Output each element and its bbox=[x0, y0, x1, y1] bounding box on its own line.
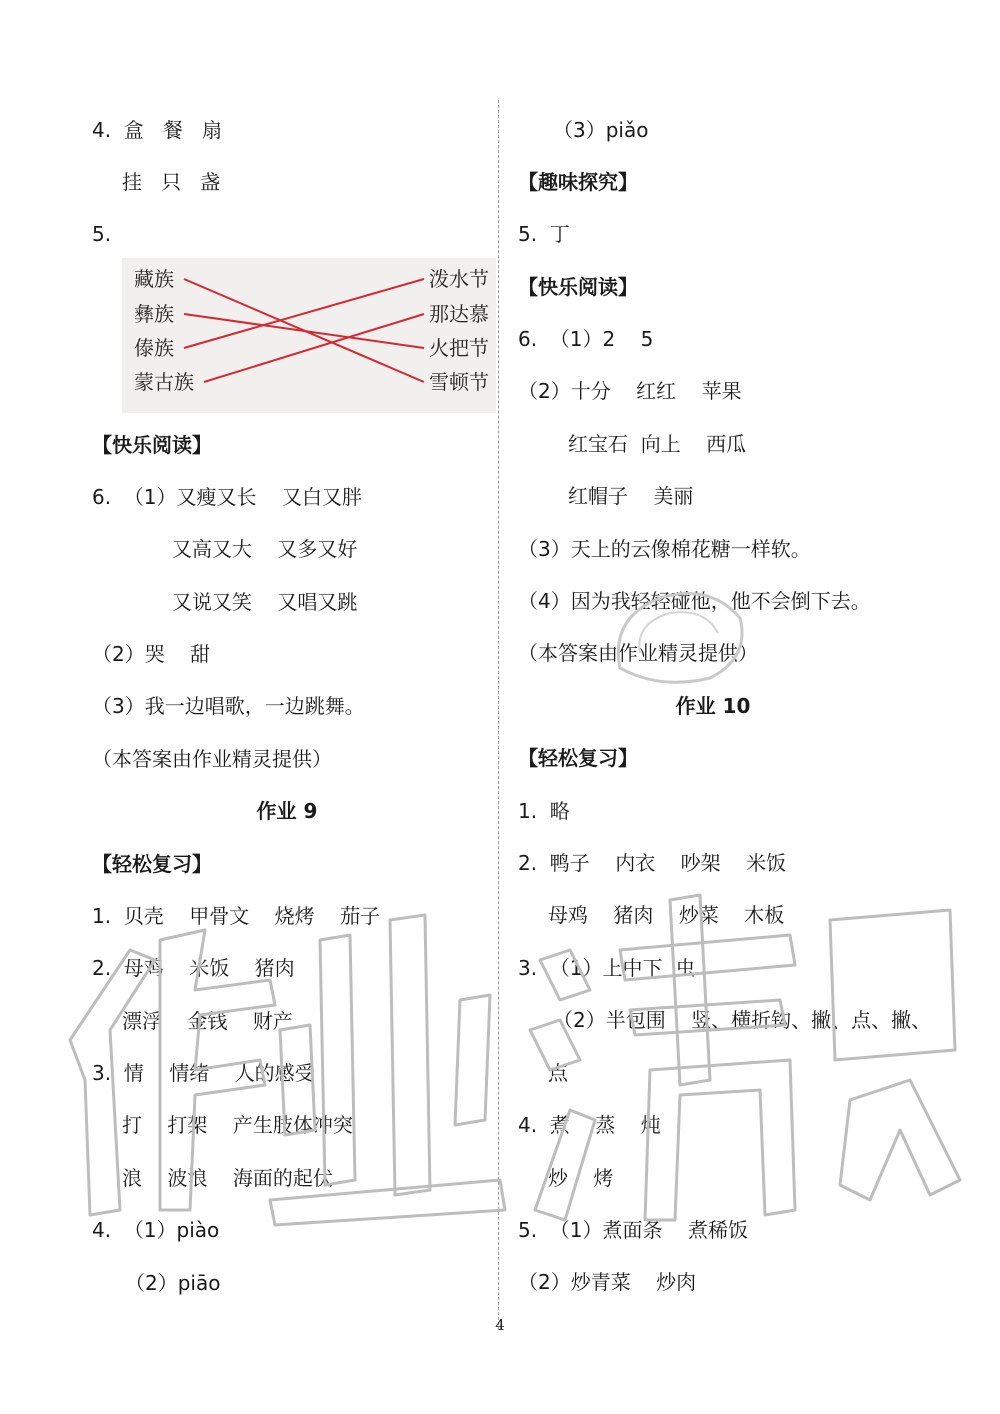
right-review-2: 2. 鸭子 内衣 吵架 米饭 bbox=[518, 851, 787, 875]
right-line-4-3: （3）piǎo bbox=[553, 118, 649, 142]
left-review-1: 1. 贝壳 甲骨文 烧烤 茄子 bbox=[92, 904, 381, 928]
left-line-6-3: （3）我一边唱歌，一边跳舞。 bbox=[92, 694, 365, 718]
right-line-6-2b: 红宝石 向上 西瓜 bbox=[568, 432, 747, 456]
homework-9-title: 作业 9 bbox=[256, 799, 318, 823]
right-review-5: 5. （1）煮面条 煮稀饭 bbox=[518, 1218, 748, 1242]
match-right-3: 火把节 bbox=[429, 336, 489, 360]
right-heading-explore: 【趣味探究】 bbox=[518, 170, 638, 194]
left-credit-note: （本答案由作业精灵提供） bbox=[92, 747, 332, 771]
match-right-2: 那达慕 bbox=[429, 302, 489, 326]
left-review-3b: 打 打架 产生肢体冲突 bbox=[122, 1113, 353, 1137]
match-left-1: 藏族 bbox=[134, 267, 174, 291]
page-number: 4 bbox=[495, 1316, 505, 1334]
left-line-6-1c: 又说又笑 又唱又跳 bbox=[172, 590, 358, 614]
left-review-4b: （2）piāo bbox=[125, 1271, 221, 1295]
right-line-6-4: （4）因为我轻轻碰他，他不会倒下去。 bbox=[518, 589, 871, 613]
right-review-3c: 点 bbox=[548, 1061, 568, 1085]
left-review-2: 2. 母鸡 米饭 猪肉 bbox=[92, 956, 295, 980]
right-heading-reading: 【快乐阅读】 bbox=[518, 275, 638, 299]
match-left-2: 彝族 bbox=[134, 302, 174, 326]
match-right-4: 雪顿节 bbox=[429, 370, 489, 394]
right-line-6-1: 6. （1）2 5 bbox=[518, 327, 654, 351]
left-line-5-label: 5. bbox=[92, 222, 112, 246]
left-line-6-2: （2）哭 甜 bbox=[92, 642, 211, 666]
match-link-4 bbox=[204, 314, 424, 382]
right-line-5: 5. 丁 bbox=[518, 222, 570, 246]
right-credit-note: （本答案由作业精灵提供） bbox=[518, 641, 758, 665]
right-line-6-2c: 红帽子 美丽 bbox=[568, 484, 694, 508]
brand-watermark bbox=[30, 880, 990, 1240]
stamp-watermark bbox=[600, 578, 750, 688]
match-link-2 bbox=[184, 314, 424, 348]
right-review-4b: 炒 烤 bbox=[548, 1166, 614, 1190]
match-left-3: 傣族 bbox=[134, 336, 174, 360]
right-review-3: 3. （1）上中下 虫 bbox=[518, 956, 696, 980]
left-review-2b: 漂浮 金钱 财产 bbox=[122, 1009, 293, 1033]
right-review-2b: 母鸡 猪肉 炒菜 木板 bbox=[548, 903, 785, 927]
left-review-4: 4. （1）piào bbox=[92, 1218, 220, 1242]
right-heading-review: 【轻松复习】 bbox=[518, 746, 638, 770]
left-heading-review: 【轻松复习】 bbox=[92, 852, 212, 876]
right-line-6-3: （3）天上的云像棉花糖一样软。 bbox=[518, 537, 811, 561]
left-line-4-measure-words: 4. 盒 餐 扇 bbox=[92, 118, 222, 142]
right-line-6-2: （2）十分 红红 苹果 bbox=[518, 379, 742, 403]
left-line-6-1: 6. （1）又瘦又长 又白又胖 bbox=[92, 485, 362, 509]
left-line-4-measure-words-2: 挂 只 盏 bbox=[122, 170, 221, 194]
left-line-6-1b: 又高又大 又多又好 bbox=[172, 537, 358, 561]
homework-10-title: 作业 10 bbox=[675, 694, 751, 718]
right-review-1: 1. 略 bbox=[518, 799, 570, 823]
right-review-3b: （2）半包围 竖、横折钩、撇、点、撇、 bbox=[553, 1008, 932, 1032]
match-link-3 bbox=[184, 279, 424, 348]
match-right-1: 泼水节 bbox=[429, 267, 489, 291]
left-review-3: 3. 情 情绪 人的感受 bbox=[92, 1061, 315, 1085]
match-left-4: 蒙古族 bbox=[134, 370, 194, 394]
right-review-5b: （2）炒青菜 炒肉 bbox=[518, 1270, 697, 1294]
matching-figure bbox=[122, 258, 496, 413]
right-review-4: 4. 煮 蒸 炖 bbox=[518, 1113, 661, 1137]
left-heading-reading: 【快乐阅读】 bbox=[92, 433, 212, 457]
left-review-3c: 浪 波浪 海面的起伏 bbox=[122, 1166, 333, 1190]
